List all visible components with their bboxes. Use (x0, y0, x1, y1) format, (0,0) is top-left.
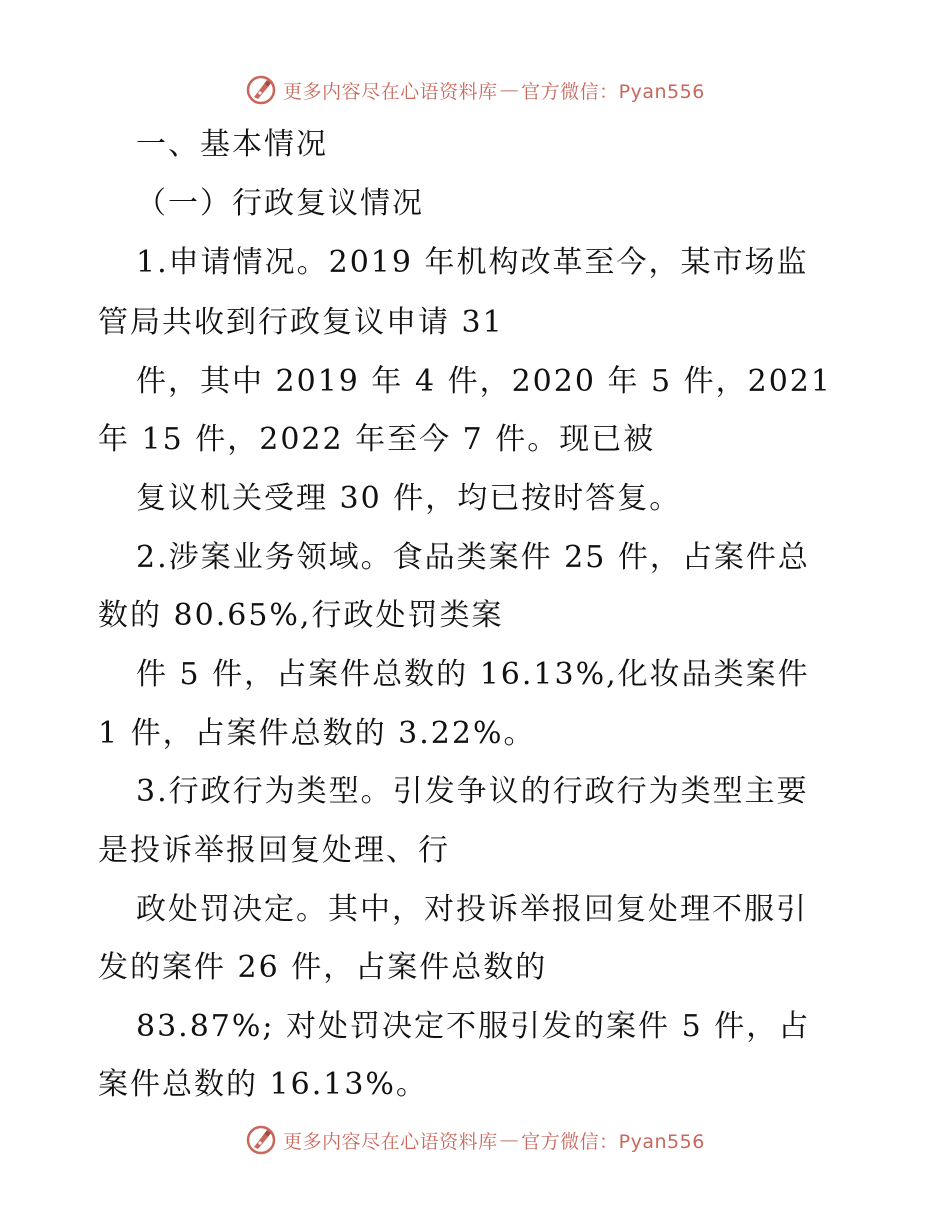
paragraph-line: 2.涉案业务领域。食品类案件 25 件，占案件总 (136, 540, 810, 575)
paragraph-line: 是投诉举报回复处理、行 (98, 833, 450, 868)
paragraph-line: 83.87%; 对处罚决定不服引发的案件 5 件，占 (136, 1009, 811, 1044)
paragraph-line: 数的 80.65%,行政处罚类案 (98, 598, 504, 633)
paragraph-line: 3.行政行为类型。引发争议的行政行为类型主要 (136, 774, 809, 809)
watermark-wechat-text: 官方微信：Pyan556 (521, 80, 705, 103)
watermark-separator: — (499, 1129, 520, 1151)
paragraph-line: 件 5 件，占案件总数的 16.13%,化妆品类案件 (136, 657, 810, 692)
watermark-banner-bottom (0, 1120, 950, 1160)
watermark-banner-top (0, 70, 950, 110)
paragraph-line: 件，其中 2019 年 4 件，2020 年 5 件，2021 (136, 364, 832, 399)
watermark-brand-text: 更多内容尽在心语资料库 (283, 1130, 498, 1153)
watermark-brand-text: 更多内容尽在心语资料库 (283, 80, 498, 103)
paragraph-line: 发的案件 26 件，占案件总数的 (98, 950, 548, 985)
pen-nib-circle-icon (245, 1124, 277, 1156)
paragraph-line: 年 15 件，2022 年至今 7 件。现已被 (98, 422, 656, 457)
watermark-wechat-text: 官方微信：Pyan556 (521, 1130, 705, 1153)
paragraph-line: 政处罚决定。其中，对投诉举报回复处理不服引 (136, 892, 808, 927)
paragraph-line: 管局共收到行政复议申请 31 (98, 305, 504, 340)
paragraph-line: 1 件，占案件总数的 3.22%。 (98, 716, 536, 751)
subsection-heading: （一）行政复议情况 (136, 186, 424, 221)
paragraph-line: 1.申请情况。2019 年机构改革至今，某市场监 (136, 245, 809, 280)
section-heading: 一、基本情况 (136, 127, 328, 162)
watermark-separator: — (499, 79, 520, 101)
paragraph-line: 复议机关受理 30 件，均已按时答复。 (136, 481, 682, 516)
pen-nib-circle-icon (245, 74, 277, 106)
paragraph-line: 案件总数的 16.13%。 (98, 1067, 428, 1102)
